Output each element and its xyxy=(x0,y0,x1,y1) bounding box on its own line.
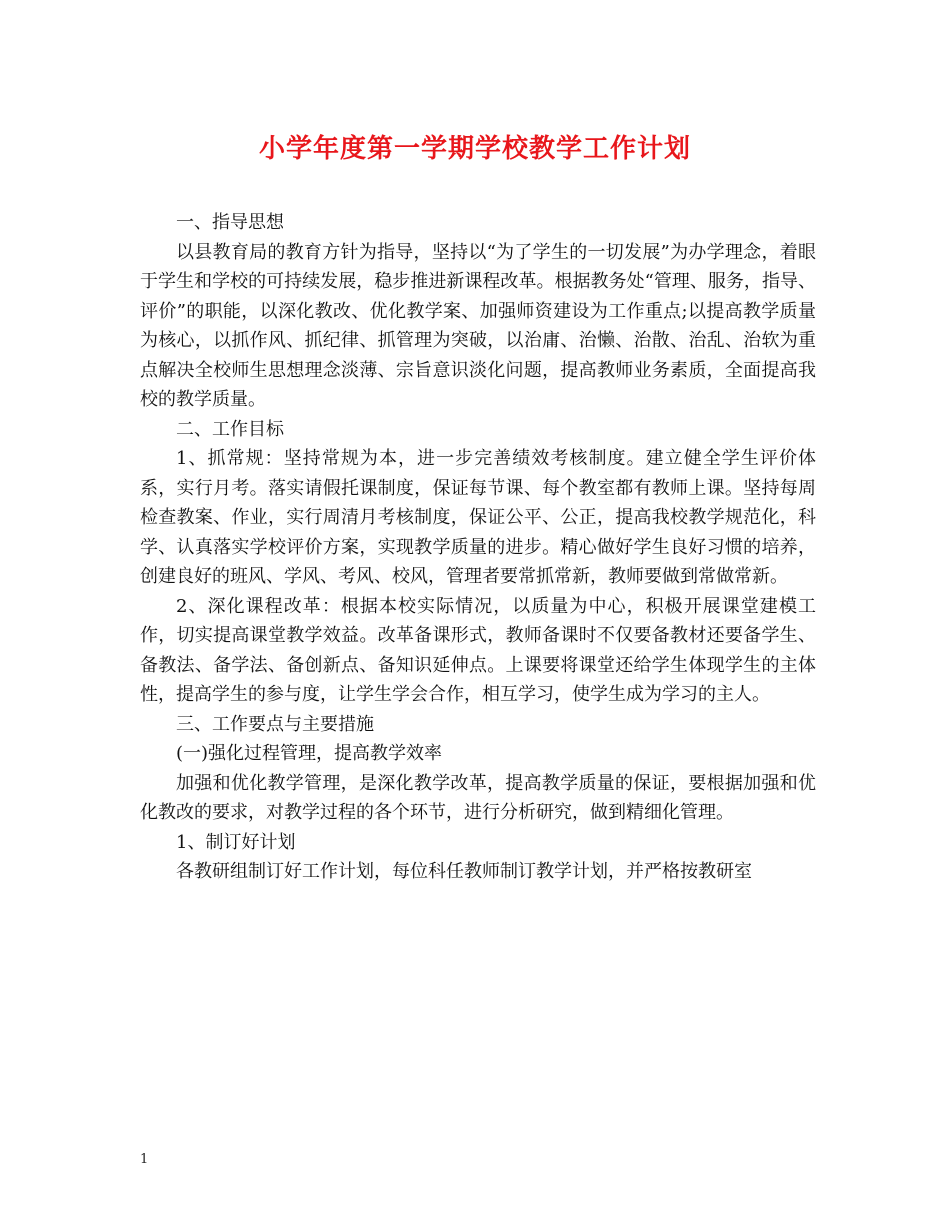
paragraph-teaching-management: 加强和优化教学管理，是深化教学改革，提高教学质量的保证，要根据加强和优化教改的要求，对教学过程的各个环节，进行分析研究，做到精细化管理。 xyxy=(140,772,816,823)
section-heading-guiding-ideology: 一、指导思想 xyxy=(176,212,284,233)
paragraph-plans: 各教研组制订好工作计划，每位科任教师制订教学计划，并严格按教研室 xyxy=(176,861,752,882)
section-heading-key-points: 三、工作要点与主要措施 xyxy=(176,713,374,735)
paragraph-routine: 1、抓常规：坚持常规为本，进一步完善绩效考核制度。建立健全学生评价体系，实行月考。落实请假托课制度，保证每节课、每个教室都有教师上课。坚持每周检查教案、作业，实行周清月考核制度，保证公平、公正，提高我校教学规范化，科学、认真落实学校评价方案，实现教学质量的进步。精心做好学生良好习惯的培养，创建良好的班风、学风、考风、校风，管理者要常抓常新，教师要做到常做常新。 xyxy=(140,448,816,587)
subheading-process-management: (一)强化过程管理，提高教学效率 xyxy=(176,743,443,764)
paragraph-guiding-ideology: 以县教育局的教育方针为指导，坚持以“为了学生的一切发展”为办学理念，着眼于学生和学校的可持续发展，稳步推进新课程改革。根据教务处“管理、服务，指导、评价”的职能，以深化教改、优化教学案、加强师资建设为工作重点;以提高教学质量为核心，以抓作风、抓纪律、抓管理为突破，以治庸、治懒、治散、治乱、治软为重点解决全校师生思想理念淡薄、宗旨意识淡化问题，提高教师业务素质，全面提高我校的教学质量。 xyxy=(140,241,816,410)
document-body xyxy=(140,208,816,887)
paragraph-curriculum-reform: 2、深化课程改革：根据本校实际情况，以质量为中心，积极开展课堂建模工作，切实提高课堂教学效益。改革备课形式，教师备课时不仅要备教材还要备学生、备教法、备学法、备创新点、备知识延伸点。上课要将课堂还给学生体现学生的主体性，提高学生的参与度，让学生学会合作，相互学习，使学生成为学习的主人。 xyxy=(140,595,816,705)
document-title: 小学年度第一学期学校教学工作计划 xyxy=(258,134,691,164)
section-heading-work-goals: 二、工作目标 xyxy=(176,418,284,440)
page-number: 1 xyxy=(140,1152,149,1167)
subheading-make-plans: 1、制订好计划 xyxy=(176,831,296,853)
